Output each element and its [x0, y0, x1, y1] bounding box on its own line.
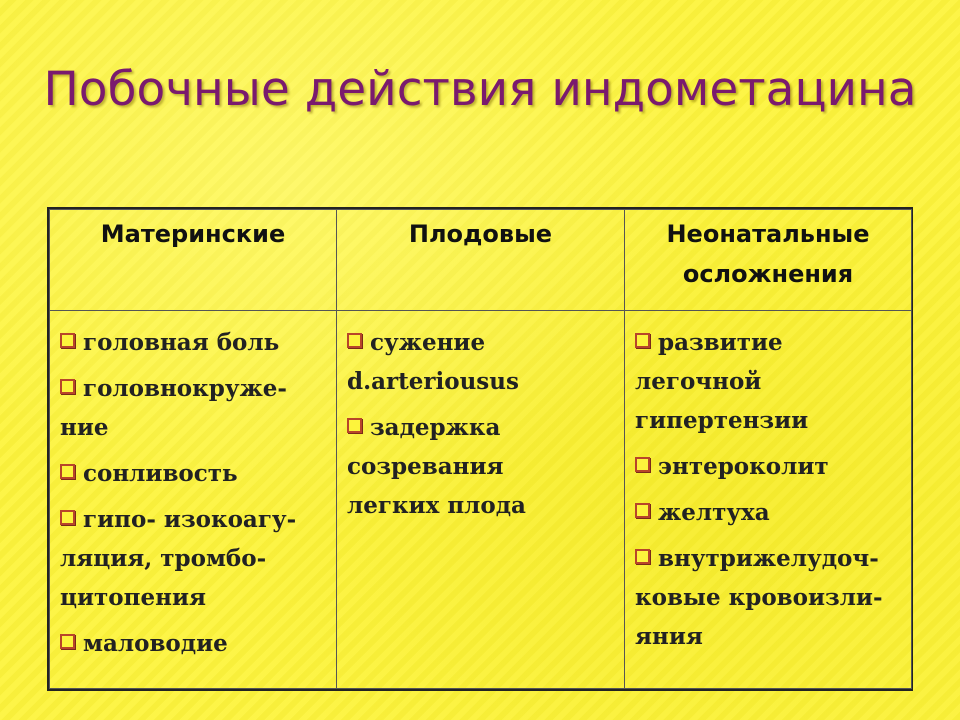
header-row	[50, 210, 912, 311]
bullet-icon	[635, 549, 650, 564]
list-item: сонливость	[60, 454, 326, 493]
header-maternal: Материнские	[50, 210, 337, 311]
list-item: головнокруже- ние	[60, 375, 287, 441]
list-item: развитие легочной гипертензии	[635, 329, 809, 434]
maternal-list	[60, 323, 326, 663]
fetal-list	[347, 323, 614, 525]
bullet-icon	[635, 333, 650, 348]
bullet-icon	[60, 634, 75, 649]
header-neonatal: Неонатальные осложнения	[625, 210, 912, 311]
list-item: головная боль	[60, 323, 326, 362]
list-item: сужение d.arteriousus	[347, 329, 519, 395]
side-effects-table	[47, 207, 913, 691]
bullet-icon	[635, 503, 650, 518]
bullet-icon	[60, 510, 75, 525]
list-item: маловодие	[60, 624, 326, 663]
bullet-icon	[347, 333, 362, 348]
list-item: гипо- изокоагу- ляция, тромбо- цитопения	[60, 506, 297, 611]
bullet-icon	[347, 418, 362, 433]
slide-title: Побочные действия индометацина	[43, 62, 917, 117]
list-item: задержка созревания легких плода	[347, 414, 526, 519]
side-effects-grid	[49, 209, 912, 689]
bullet-icon	[60, 379, 75, 394]
neonatal-list	[635, 323, 901, 656]
list-item: внутрижелудоч- ковые кровоизли- яния	[635, 545, 883, 650]
fetal-cell	[337, 311, 625, 689]
header-fetal: Плодовые	[337, 210, 625, 311]
list-item: желтуха	[635, 493, 901, 532]
neonatal-cell	[625, 311, 912, 689]
bullet-icon	[635, 457, 650, 472]
bullet-icon	[60, 333, 75, 348]
list-item: энтероколит	[635, 447, 901, 486]
content-row	[50, 311, 912, 689]
bullet-icon	[60, 464, 75, 479]
maternal-cell	[50, 311, 337, 689]
